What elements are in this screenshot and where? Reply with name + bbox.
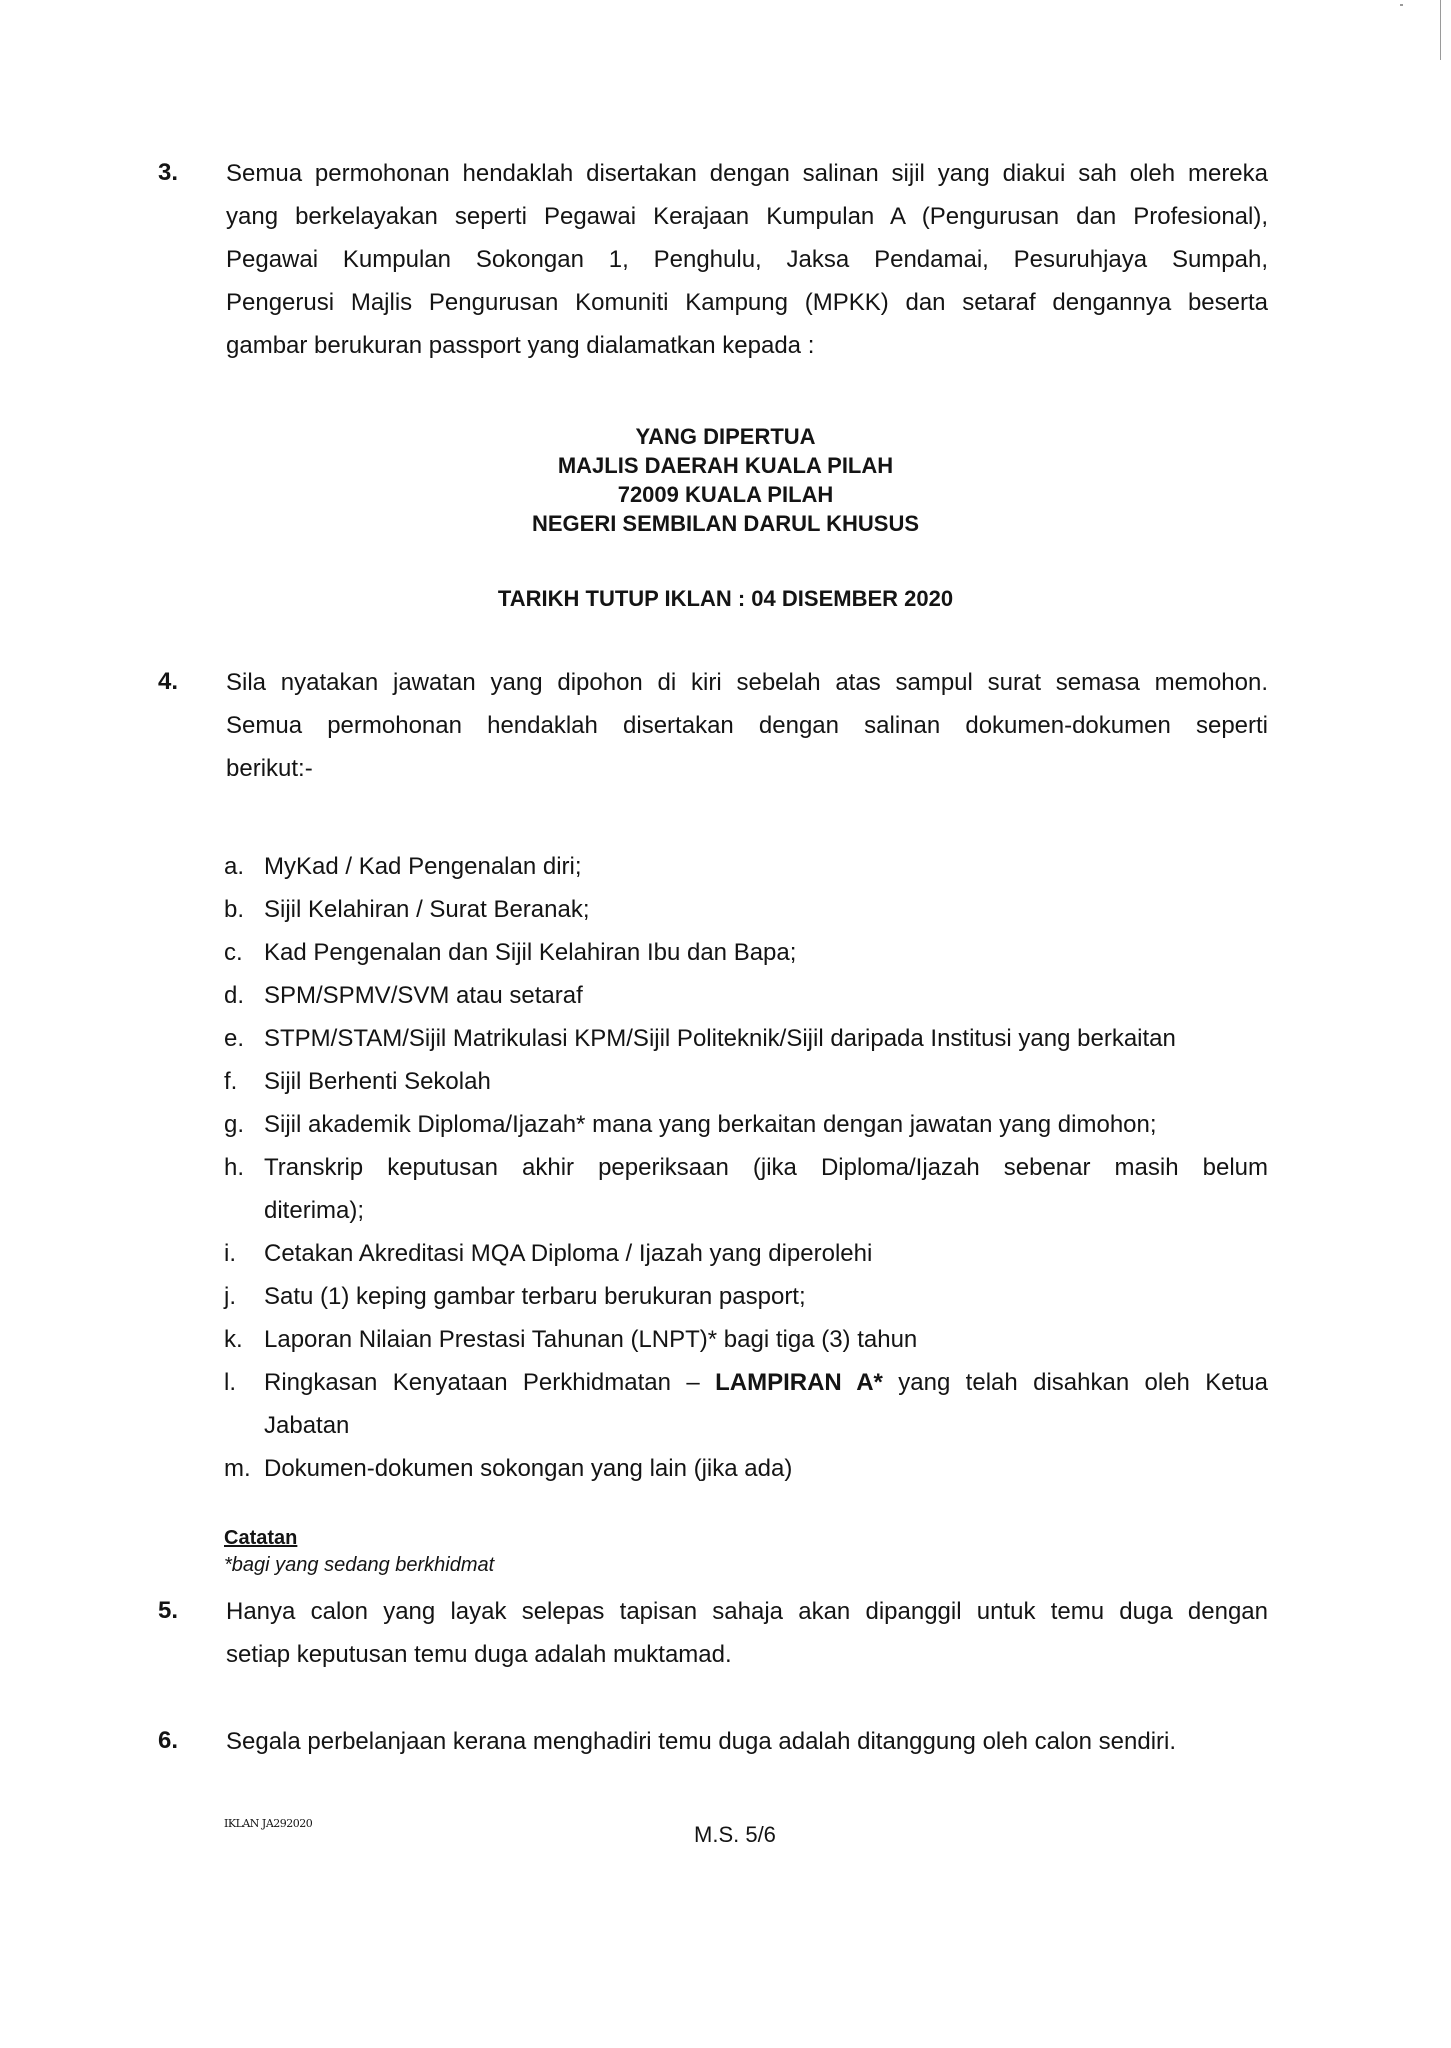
- list-letter: a.: [224, 853, 245, 880]
- text-line: berikut:-: [226, 755, 313, 782]
- list-item: [224, 1103, 1268, 1146]
- list-letter: e.: [224, 1025, 245, 1052]
- list-text: [264, 1146, 1268, 1232]
- list-letter: l.: [224, 1369, 236, 1396]
- page-number: M.S. 5/6: [694, 1822, 776, 1847]
- list-text-part: Ringkasan Kenyataan Perkhidmatan –: [264, 1369, 716, 1396]
- address-line: NEGERI SEMBILAN DARUL KHUSUS: [531, 511, 920, 536]
- text-line: Segala perbelanjaan kerana menghadiri temu duga adalah ditanggung oleh calon sendiri.: [226, 1728, 1177, 1755]
- paragraph-number: 5.: [158, 1597, 179, 1624]
- advert-code: IKLAN JA292020: [224, 1817, 313, 1830]
- list-item: [224, 1017, 1268, 1060]
- list-item: [224, 1318, 1268, 1361]
- list-item: [224, 1361, 1268, 1447]
- text-line: gambar berukuran passport yang dialamatkan kepada :: [226, 332, 815, 359]
- note-block: [224, 1525, 494, 1579]
- paragraph-text: [226, 1720, 1268, 1763]
- paragraph-text: [226, 661, 1268, 790]
- attachment-label: LAMPIRAN A*: [715, 1369, 883, 1396]
- list-text: SPM/SPMV/SVM atau setaraf: [264, 982, 583, 1009]
- list-text: Sijil Berhenti Sekolah: [264, 1068, 491, 1095]
- list-item: [224, 1447, 1268, 1490]
- list-text: Laporan Nilaian Prestasi Tahunan (LNPT)* bagi tiga (3) tahun: [264, 1326, 918, 1353]
- text-line: Hanya calon yang layak selepas tapisan sahaja akan dipanggil untuk temu duga dengan: [226, 1598, 1268, 1625]
- list-item: [224, 845, 1268, 888]
- paragraph-number: 3.: [158, 159, 179, 186]
- list-letter: j.: [224, 1283, 236, 1310]
- list-text: Sijil akademik Diploma/Ijazah* mana yang berkaitan dengan jawatan yang dimohon;: [264, 1111, 1157, 1138]
- list-item: [224, 888, 1268, 931]
- list-letter: k.: [224, 1326, 243, 1353]
- list-text: Dokumen-dokumen sokongan yang lain (jika ada): [264, 1455, 793, 1482]
- list-text: [264, 1361, 1268, 1447]
- list-letter: i.: [224, 1240, 236, 1267]
- text-line: Semua permohonan hendaklah disertakan dengan salinan sijil yang diakui sah oleh mereka: [226, 160, 1268, 187]
- paragraph-text: [226, 1590, 1268, 1676]
- text-line: Semua permohonan hendaklah disertakan dengan salinan dokumen-dokumen seperti: [226, 712, 1268, 739]
- list-item: [224, 1060, 1268, 1103]
- list-text-line: Transkrip keputusan akhir peperiksaan (jika Diploma/Ijazah sebenar masih belum: [264, 1154, 1268, 1181]
- document-list: [224, 845, 1268, 1490]
- address-line: YANG DIPERTUA: [635, 424, 816, 449]
- scan-edge-mark: [1440, 0, 1441, 60]
- list-letter: h.: [224, 1154, 245, 1181]
- list-text: Cetakan Akreditasi MQA Diploma / Ijazah yang diperolehi: [264, 1240, 873, 1267]
- address-block: [0, 422, 1451, 538]
- scan-dot: [1400, 4, 1403, 6]
- list-letter: d.: [224, 982, 245, 1009]
- list-text-line: diterima);: [264, 1197, 365, 1224]
- list-text: Kad Pengenalan dan Sijil Kelahiran Ibu dan Bapa;: [264, 939, 797, 966]
- list-item: [224, 1146, 1268, 1232]
- list-text-line: Jabatan: [264, 1412, 350, 1439]
- list-text: STPM/STAM/Sijil Matrikulasi KPM/Sijil Politeknik/Sijil daripada Institusi yang berkaitan: [264, 1025, 1176, 1052]
- list-letter: c.: [224, 939, 243, 966]
- list-letter: b.: [224, 896, 245, 923]
- address-line: 72009 KUALA PILAH: [617, 482, 834, 507]
- list-item: [224, 974, 1268, 1017]
- paragraph-number: 4.: [158, 668, 179, 695]
- list-item: [224, 1232, 1268, 1275]
- text-line: Pegawai Kumpulan Sokongan 1, Penghulu, Jaksa Pendamai, Pesuruhjaya Sumpah,: [226, 246, 1268, 273]
- note-text: *bagi yang sedang berkhidmat: [224, 1554, 495, 1576]
- text-line: yang berkelayakan seperti Pegawai Kerajaan Kumpulan A (Pengurusan dan Profesional),: [226, 203, 1268, 230]
- list-letter: f.: [224, 1068, 238, 1095]
- note-title: Catatan: [224, 1527, 298, 1549]
- paragraph-text: [226, 152, 1268, 367]
- list-text: Satu (1) keping gambar terbaru berukuran pasport;: [264, 1283, 806, 1310]
- list-text-line: [264, 1361, 1268, 1404]
- list-letter: g.: [224, 1111, 245, 1138]
- text-line: Sila nyatakan jawatan yang dipohon di kiri sebelah atas sampul surat semasa memohon.: [226, 669, 1268, 696]
- paragraph-number: 6.: [158, 1727, 179, 1754]
- text-line: Pengerusi Majlis Pengurusan Komuniti Kampung (MPKK) dan setaraf dengannya beserta: [226, 289, 1268, 316]
- list-item: [224, 1275, 1268, 1318]
- list-text: Sijil Kelahiran / Surat Beranak;: [264, 896, 590, 923]
- list-text: MyKad / Kad Pengenalan diri;: [264, 853, 582, 880]
- list-text-part: yang telah disahkan oleh Ketua: [882, 1369, 1268, 1396]
- closing-date: TARIKH TUTUP IKLAN : 04 DISEMBER 2020: [497, 586, 954, 611]
- list-item: [224, 931, 1268, 974]
- address-line: MAJLIS DAERAH KUALA PILAH: [557, 453, 894, 478]
- list-letter: m.: [224, 1455, 251, 1482]
- text-line: setiap keputusan temu duga adalah muktamad.: [226, 1641, 732, 1668]
